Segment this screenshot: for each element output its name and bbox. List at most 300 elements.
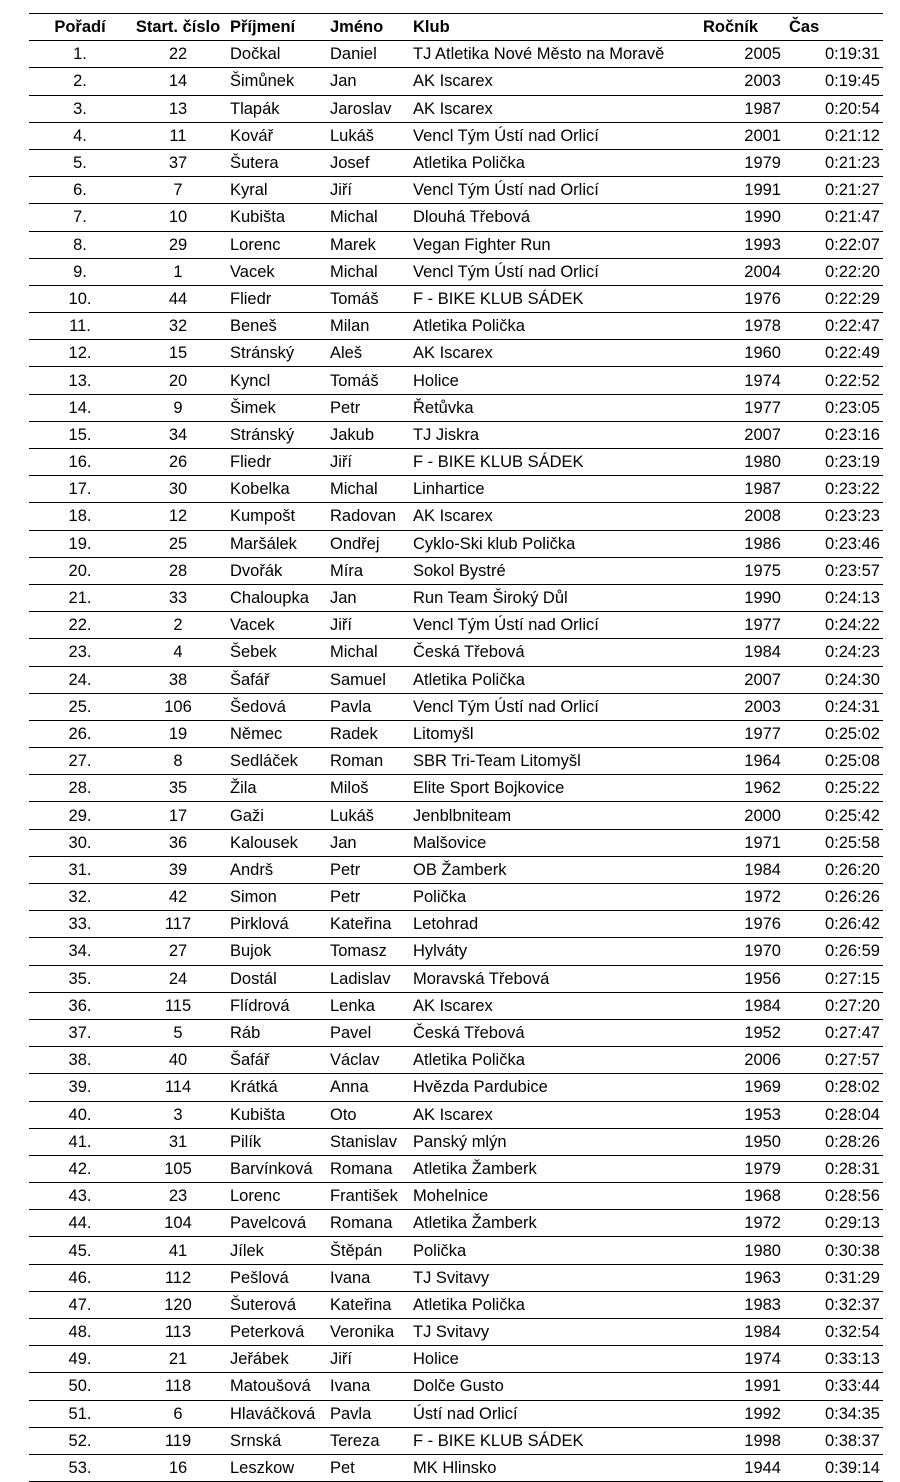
cell-time: 0:22:49 [781, 340, 883, 367]
cell-start-number: 28 [131, 557, 225, 584]
cell-first-name: Josef [330, 149, 413, 176]
cell-time: 0:27:57 [781, 1047, 883, 1074]
table-row [29, 1346, 883, 1373]
cell-time: 0:28:04 [781, 1101, 883, 1128]
cell-rank: 30. [29, 829, 131, 856]
cell-club: TJ Svitavy [413, 1264, 703, 1291]
cell-last-name: Šimůnek [225, 68, 330, 95]
table-row [29, 748, 883, 775]
cell-start-number: 112 [131, 1264, 225, 1291]
cell-rank: 45. [29, 1237, 131, 1264]
cell-club: Letohrad [413, 911, 703, 938]
cell-birth-year: 1953 [703, 1101, 781, 1128]
cell-rank: 21. [29, 584, 131, 611]
cell-start-number: 119 [131, 1427, 225, 1454]
cell-time: 0:23:46 [781, 530, 883, 557]
table-row [29, 1210, 883, 1237]
cell-start-number: 24 [131, 965, 225, 992]
cell-birth-year: 1987 [703, 95, 781, 122]
cell-start-number: 31 [131, 1128, 225, 1155]
cell-last-name: Vacek [225, 258, 330, 285]
table-row [29, 340, 883, 367]
cell-first-name: Jan [330, 829, 413, 856]
cell-first-name: Michal [330, 476, 413, 503]
cell-birth-year: 1975 [703, 557, 781, 584]
cell-club: F - BIKE KLUB SÁDEK [413, 1427, 703, 1454]
table-row [29, 1019, 883, 1046]
cell-time: 0:19:31 [781, 41, 883, 68]
table-row [29, 231, 883, 258]
table-row [29, 1155, 883, 1182]
cell-last-name: Peterková [225, 1319, 330, 1346]
cell-birth-year: 1972 [703, 884, 781, 911]
cell-birth-year: 2001 [703, 122, 781, 149]
cell-start-number: 34 [131, 421, 225, 448]
cell-first-name: Petr [330, 856, 413, 883]
cell-rank: 49. [29, 1346, 131, 1373]
cell-birth-year: 1983 [703, 1291, 781, 1318]
table-row [29, 1373, 883, 1400]
cell-first-name: Radovan [330, 503, 413, 530]
cell-last-name: Kubišta [225, 1101, 330, 1128]
table-row [29, 1291, 883, 1318]
cell-birth-year: 1993 [703, 231, 781, 258]
cell-rank: 20. [29, 557, 131, 584]
cell-time: 0:28:02 [781, 1074, 883, 1101]
cell-club: Atletika Polička [413, 149, 703, 176]
cell-last-name: Barvínková [225, 1155, 330, 1182]
cell-last-name: Šimek [225, 394, 330, 421]
cell-birth-year: 1987 [703, 476, 781, 503]
cell-birth-year: 1963 [703, 1264, 781, 1291]
cell-club: Elite Sport Bojkovice [413, 775, 703, 802]
cell-first-name: Pavla [330, 693, 413, 720]
cell-club: Atletika Žamberk [413, 1210, 703, 1237]
cell-start-number: 39 [131, 856, 225, 883]
cell-first-name: Romana [330, 1210, 413, 1237]
table-row [29, 612, 883, 639]
cell-club: AK Iscarex [413, 340, 703, 367]
cell-rank: 3. [29, 95, 131, 122]
cell-last-name: Maršálek [225, 530, 330, 557]
cell-rank: 39. [29, 1074, 131, 1101]
cell-time: 0:24:22 [781, 612, 883, 639]
cell-first-name: Václav [330, 1047, 413, 1074]
cell-first-name: Aleš [330, 340, 413, 367]
table-row [29, 449, 883, 476]
cell-birth-year: 1977 [703, 612, 781, 639]
cell-time: 0:22:29 [781, 285, 883, 312]
cell-birth-year: 2004 [703, 258, 781, 285]
cell-rank: 51. [29, 1400, 131, 1427]
cell-first-name: Jan [330, 68, 413, 95]
cell-first-name: Daniel [330, 41, 413, 68]
cell-club: Hylváty [413, 938, 703, 965]
table-row [29, 720, 883, 747]
cell-rank: 52. [29, 1427, 131, 1454]
cell-time: 0:26:26 [781, 884, 883, 911]
cell-rank: 10. [29, 285, 131, 312]
cell-first-name: Petr [330, 394, 413, 421]
cell-time: 0:33:44 [781, 1373, 883, 1400]
cell-time: 0:23:16 [781, 421, 883, 448]
cell-time: 0:23:22 [781, 476, 883, 503]
cell-start-number: 41 [131, 1237, 225, 1264]
table-row [29, 1400, 883, 1427]
cell-rank: 23. [29, 639, 131, 666]
cell-rank: 14. [29, 394, 131, 421]
table-row [29, 68, 883, 95]
cell-club: Ústí nad Orlicí [413, 1400, 703, 1427]
cell-time: 0:21:23 [781, 149, 883, 176]
cell-time: 0:34:35 [781, 1400, 883, 1427]
results-header [29, 14, 883, 41]
cell-club: Mohelnice [413, 1183, 703, 1210]
table-row [29, 95, 883, 122]
cell-start-number: 114 [131, 1074, 225, 1101]
cell-start-number: 21 [131, 1346, 225, 1373]
cell-start-number: 27 [131, 938, 225, 965]
cell-club: F - BIKE KLUB SÁDEK [413, 285, 703, 312]
cell-rank: 11. [29, 313, 131, 340]
cell-rank: 19. [29, 530, 131, 557]
cell-last-name: Pilík [225, 1128, 330, 1155]
cell-club: SBR Tri-Team Litomyšl [413, 748, 703, 775]
cell-start-number: 32 [131, 313, 225, 340]
cell-first-name: František [330, 1183, 413, 1210]
cell-start-number: 4 [131, 639, 225, 666]
cell-first-name: Jiří [330, 612, 413, 639]
cell-time: 0:27:20 [781, 992, 883, 1019]
table-row [29, 149, 883, 176]
cell-rank: 2. [29, 68, 131, 95]
cell-time: 0:22:52 [781, 367, 883, 394]
cell-club: Vencl Tým Ústí nad Orlicí [413, 122, 703, 149]
table-row [29, 1264, 883, 1291]
cell-birth-year: 1944 [703, 1454, 781, 1481]
cell-start-number: 35 [131, 775, 225, 802]
table-row [29, 693, 883, 720]
cell-birth-year: 2008 [703, 503, 781, 530]
cell-birth-year: 2007 [703, 421, 781, 448]
cell-birth-year: 1980 [703, 449, 781, 476]
cell-first-name: Štěpán [330, 1237, 413, 1264]
cell-start-number: 36 [131, 829, 225, 856]
cell-rank: 35. [29, 965, 131, 992]
cell-time: 0:22:47 [781, 313, 883, 340]
cell-birth-year: 2006 [703, 1047, 781, 1074]
cell-rank: 40. [29, 1101, 131, 1128]
cell-birth-year: 1968 [703, 1183, 781, 1210]
cell-rank: 43. [29, 1183, 131, 1210]
cell-start-number: 1 [131, 258, 225, 285]
cell-last-name: Šafář [225, 666, 330, 693]
cell-rank: 18. [29, 503, 131, 530]
cell-start-number: 25 [131, 530, 225, 557]
cell-first-name: Jan [330, 584, 413, 611]
cell-last-name: Němec [225, 720, 330, 747]
cell-time: 0:21:12 [781, 122, 883, 149]
cell-club: Vencl Tým Ústí nad Orlicí [413, 693, 703, 720]
cell-club: Atletika Polička [413, 1047, 703, 1074]
cell-rank: 53. [29, 1454, 131, 1481]
cell-club: Atletika Polička [413, 1291, 703, 1318]
cell-club: AK Iscarex [413, 95, 703, 122]
cell-last-name: Vacek [225, 612, 330, 639]
cell-start-number: 3 [131, 1101, 225, 1128]
cell-club: Polička [413, 1237, 703, 1264]
cell-club: Holice [413, 1346, 703, 1373]
cell-start-number: 30 [131, 476, 225, 503]
cell-time: 0:24:30 [781, 666, 883, 693]
table-row [29, 856, 883, 883]
cell-birth-year: 1998 [703, 1427, 781, 1454]
cell-club: Panský mlýn [413, 1128, 703, 1155]
cell-first-name: Ivana [330, 1373, 413, 1400]
cell-last-name: Dvořák [225, 557, 330, 584]
cell-first-name: Oto [330, 1101, 413, 1128]
cell-first-name: Ondřej [330, 530, 413, 557]
table-row [29, 421, 883, 448]
cell-last-name: Bujok [225, 938, 330, 965]
cell-birth-year: 1990 [703, 204, 781, 231]
cell-last-name: Fliedr [225, 285, 330, 312]
cell-club: AK Iscarex [413, 503, 703, 530]
cell-birth-year: 1984 [703, 1319, 781, 1346]
cell-start-number: 7 [131, 177, 225, 204]
table-row [29, 1101, 883, 1128]
cell-start-number: 14 [131, 68, 225, 95]
cell-time: 0:21:47 [781, 204, 883, 231]
cell-start-number: 33 [131, 584, 225, 611]
table-row [29, 122, 883, 149]
cell-birth-year: 1979 [703, 1155, 781, 1182]
cell-first-name: Petr [330, 884, 413, 911]
cell-time: 0:30:38 [781, 1237, 883, 1264]
cell-time: 0:28:31 [781, 1155, 883, 1182]
cell-start-number: 9 [131, 394, 225, 421]
cell-time: 0:20:54 [781, 95, 883, 122]
cell-start-number: 105 [131, 1155, 225, 1182]
cell-last-name: Kubišta [225, 204, 330, 231]
cell-last-name: Tlapák [225, 95, 330, 122]
cell-last-name: Kyncl [225, 367, 330, 394]
cell-last-name: Dostál [225, 965, 330, 992]
cell-birth-year: 1956 [703, 965, 781, 992]
cell-start-number: 120 [131, 1291, 225, 1318]
cell-rank: 17. [29, 476, 131, 503]
cell-rank: 1. [29, 41, 131, 68]
cell-start-number: 10 [131, 204, 225, 231]
cell-rank: 26. [29, 720, 131, 747]
cell-birth-year: 2003 [703, 68, 781, 95]
cell-time: 0:24:23 [781, 639, 883, 666]
cell-birth-year: 1979 [703, 149, 781, 176]
cell-last-name: Šuterová [225, 1291, 330, 1318]
cell-rank: 9. [29, 258, 131, 285]
cell-start-number: 38 [131, 666, 225, 693]
cell-first-name: Samuel [330, 666, 413, 693]
cell-club: Moravská Třebová [413, 965, 703, 992]
cell-first-name: Romana [330, 1155, 413, 1182]
cell-last-name: Pavelcová [225, 1210, 330, 1237]
cell-last-name: Stránský [225, 340, 330, 367]
cell-start-number: 19 [131, 720, 225, 747]
cell-start-number: 106 [131, 693, 225, 720]
cell-start-number: 42 [131, 884, 225, 911]
cell-start-number: 16 [131, 1454, 225, 1481]
cell-club: Jenblbniteam [413, 802, 703, 829]
cell-club: Vegan Fighter Run [413, 231, 703, 258]
cell-rank: 31. [29, 856, 131, 883]
cell-last-name: Šutera [225, 149, 330, 176]
cell-time: 0:23:19 [781, 449, 883, 476]
cell-rank: 4. [29, 122, 131, 149]
table-row [29, 177, 883, 204]
cell-birth-year: 1991 [703, 1373, 781, 1400]
cell-time: 0:25:22 [781, 775, 883, 802]
table-row [29, 367, 883, 394]
cell-rank: 8. [29, 231, 131, 258]
cell-last-name: Kovář [225, 122, 330, 149]
cell-start-number: 40 [131, 1047, 225, 1074]
cell-club: Česká Třebová [413, 639, 703, 666]
cell-last-name: Beneš [225, 313, 330, 340]
cell-birth-year: 1969 [703, 1074, 781, 1101]
cell-time: 0:21:27 [781, 177, 883, 204]
table-row [29, 503, 883, 530]
cell-start-number: 37 [131, 149, 225, 176]
cell-rank: 12. [29, 340, 131, 367]
cell-birth-year: 1970 [703, 938, 781, 965]
cell-birth-year: 1976 [703, 911, 781, 938]
cell-rank: 41. [29, 1128, 131, 1155]
cell-first-name: Jiří [330, 1346, 413, 1373]
cell-last-name: Šebek [225, 639, 330, 666]
cell-first-name: Pet [330, 1454, 413, 1481]
cell-club: Hvězda Pardubice [413, 1074, 703, 1101]
cell-rank: 34. [29, 938, 131, 965]
table-row [29, 1074, 883, 1101]
cell-last-name: Jeřábek [225, 1346, 330, 1373]
cell-last-name: Dočkal [225, 41, 330, 68]
cell-time: 0:38:37 [781, 1427, 883, 1454]
cell-first-name: Veronika [330, 1319, 413, 1346]
cell-start-number: 2 [131, 612, 225, 639]
cell-birth-year: 1974 [703, 1346, 781, 1373]
cell-club: Malšovice [413, 829, 703, 856]
cell-rank: 28. [29, 775, 131, 802]
cell-time: 0:28:56 [781, 1183, 883, 1210]
table-row [29, 911, 883, 938]
cell-birth-year: 1977 [703, 720, 781, 747]
cell-rank: 5. [29, 149, 131, 176]
cell-first-name: Marek [330, 231, 413, 258]
cell-start-number: 8 [131, 748, 225, 775]
cell-club: AK Iscarex [413, 1101, 703, 1128]
cell-club: Dolče Gusto [413, 1373, 703, 1400]
cell-time: 0:27:47 [781, 1019, 883, 1046]
cell-time: 0:23:57 [781, 557, 883, 584]
cell-first-name: Michal [330, 639, 413, 666]
cell-last-name: Hlaváčková [225, 1400, 330, 1427]
cell-time: 0:26:42 [781, 911, 883, 938]
cell-club: AK Iscarex [413, 992, 703, 1019]
cell-start-number: 22 [131, 41, 225, 68]
cell-birth-year: 1992 [703, 1400, 781, 1427]
cell-club: Atletika Polička [413, 313, 703, 340]
table-row [29, 530, 883, 557]
cell-first-name: Michal [330, 258, 413, 285]
cell-last-name: Stránský [225, 421, 330, 448]
cell-club: Polička [413, 884, 703, 911]
cell-club: Holice [413, 367, 703, 394]
cell-birth-year: 1960 [703, 340, 781, 367]
cell-birth-year: 1984 [703, 856, 781, 883]
cell-club: Řetůvka [413, 394, 703, 421]
header-birth-year: Ročník [703, 14, 781, 41]
cell-last-name: Šedová [225, 693, 330, 720]
cell-start-number: 13 [131, 95, 225, 122]
cell-club: Česká Třebová [413, 1019, 703, 1046]
cell-start-number: 44 [131, 285, 225, 312]
cell-club: Sokol Bystré [413, 557, 703, 584]
cell-rank: 13. [29, 367, 131, 394]
table-row [29, 666, 883, 693]
cell-club: TJ Svitavy [413, 1319, 703, 1346]
cell-last-name: Lorenc [225, 1183, 330, 1210]
cell-club: MK Hlinsko [413, 1454, 703, 1481]
cell-first-name: Tomáš [330, 367, 413, 394]
cell-time: 0:25:58 [781, 829, 883, 856]
table-row [29, 639, 883, 666]
cell-rank: 44. [29, 1210, 131, 1237]
cell-club: TJ Atletika Nové Město na Moravě [413, 41, 703, 68]
cell-birth-year: 1971 [703, 829, 781, 856]
cell-first-name: Lukáš [330, 802, 413, 829]
cell-first-name: Míra [330, 557, 413, 584]
table-row [29, 1128, 883, 1155]
cell-club: Vencl Tým Ústí nad Orlicí [413, 258, 703, 285]
cell-club: TJ Jiskra [413, 421, 703, 448]
cell-last-name: Jílek [225, 1237, 330, 1264]
cell-first-name: Tomasz [330, 938, 413, 965]
cell-rank: 7. [29, 204, 131, 231]
cell-birth-year: 1976 [703, 285, 781, 312]
table-row [29, 285, 883, 312]
table-row [29, 258, 883, 285]
table-row [29, 802, 883, 829]
cell-birth-year: 1964 [703, 748, 781, 775]
cell-rank: 36. [29, 992, 131, 1019]
cell-club: Linhartice [413, 476, 703, 503]
cell-rank: 16. [29, 449, 131, 476]
table-row [29, 557, 883, 584]
cell-club: Dlouhá Třebová [413, 204, 703, 231]
cell-birth-year: 1972 [703, 1210, 781, 1237]
cell-last-name: Fliedr [225, 449, 330, 476]
header-club: Klub [413, 14, 703, 41]
cell-club: Litomyšl [413, 720, 703, 747]
cell-start-number: 23 [131, 1183, 225, 1210]
cell-start-number: 115 [131, 992, 225, 1019]
cell-time: 0:22:20 [781, 258, 883, 285]
cell-rank: 38. [29, 1047, 131, 1074]
cell-first-name: Milan [330, 313, 413, 340]
results-table [29, 13, 883, 1482]
cell-club: Atletika Žamberk [413, 1155, 703, 1182]
table-row [29, 938, 883, 965]
